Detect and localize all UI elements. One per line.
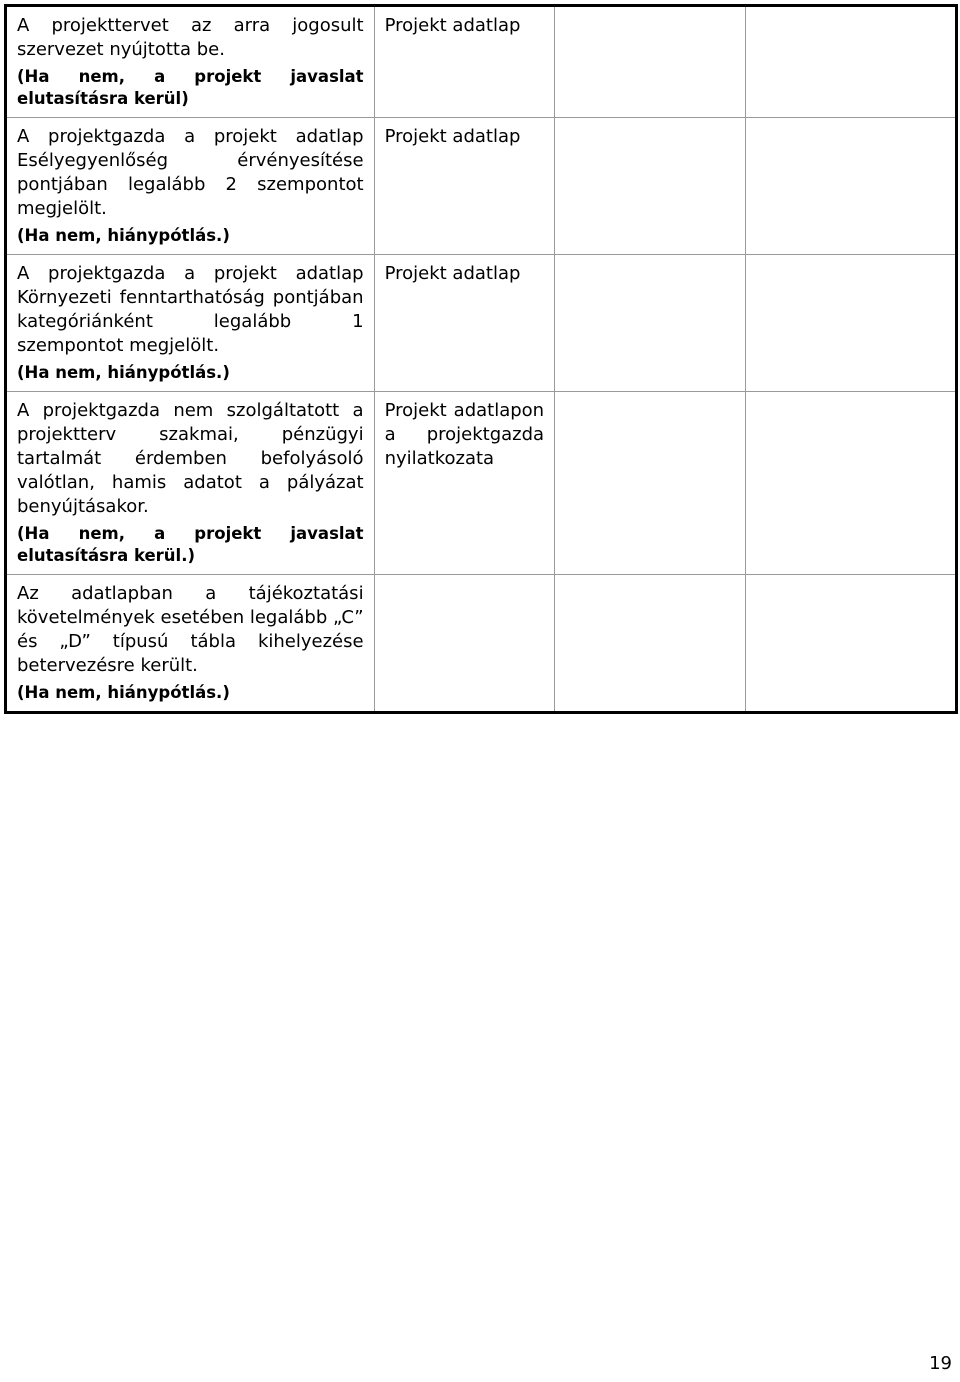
table-row [6, 6, 957, 118]
empty-cell [746, 575, 957, 713]
requirement-cell [6, 6, 375, 118]
requirement-cell [6, 255, 375, 392]
empty-cell [746, 6, 957, 118]
table-row [6, 255, 957, 392]
requirement-note: (Ha nem, hiánypótlás.) [17, 226, 230, 245]
requirement-text: A projektgazda a projekt adatlap Esélyegyenlőség érvényesítése pontjában legalább 2 szempontot megjelölt. [17, 126, 364, 219]
source-cell [374, 575, 555, 713]
requirement-cell [6, 392, 375, 575]
requirement-note: (Ha nem, hiánypótlás.) [17, 363, 230, 382]
requirement-cell [6, 575, 375, 713]
requirement-cell [6, 118, 375, 255]
requirement-text: A projekttervet az arra jogosult szervezet nyújtotta be. [17, 15, 364, 60]
requirement-note: (Ha nem, a projekt javaslat elutasításra kerül.) [17, 524, 364, 565]
source-cell [374, 118, 555, 255]
table-row [6, 118, 957, 255]
empty-cell [746, 392, 957, 575]
source-text: Projekt adatlap [384, 15, 521, 36]
table-row [6, 392, 957, 575]
empty-cell [746, 255, 957, 392]
empty-cell [555, 6, 746, 118]
empty-cell [555, 575, 746, 713]
requirement-note: (Ha nem, a projekt javaslat elutasításra kerül) [17, 67, 364, 108]
table-row [6, 575, 957, 713]
source-cell [374, 6, 555, 118]
source-cell [374, 392, 555, 575]
empty-cell [555, 392, 746, 575]
criteria-table [4, 4, 958, 714]
page-number: 19 [929, 1353, 952, 1374]
source-cell [374, 255, 555, 392]
source-text: Projekt adatlap [384, 263, 521, 284]
requirement-text: Az adatlapban a tájékoztatási követelmények esetében legalább „C” és „D” típusú tábla kihelyezése betervezésre került. [17, 583, 364, 676]
requirement-text: A projektgazda nem szolgáltatott a projektterv szakmai, pénzügyi tartalmát érdemben befolyásoló valótlan, hamis adatot a pályázat benyújtásakor. [17, 400, 364, 517]
empty-cell [746, 118, 957, 255]
requirement-note: (Ha nem, hiánypótlás.) [17, 683, 230, 702]
empty-cell [555, 255, 746, 392]
requirement-text: A projektgazda a projekt adatlap Környezeti fenntarthatóság pontjában kategóriánként legalább 1 szempontot megjelölt. [17, 263, 364, 356]
empty-cell [555, 118, 746, 255]
source-text: Projekt adatlap [384, 126, 521, 147]
source-text: Projekt adatlapon a projektgazda nyilatkozata [384, 400, 545, 469]
